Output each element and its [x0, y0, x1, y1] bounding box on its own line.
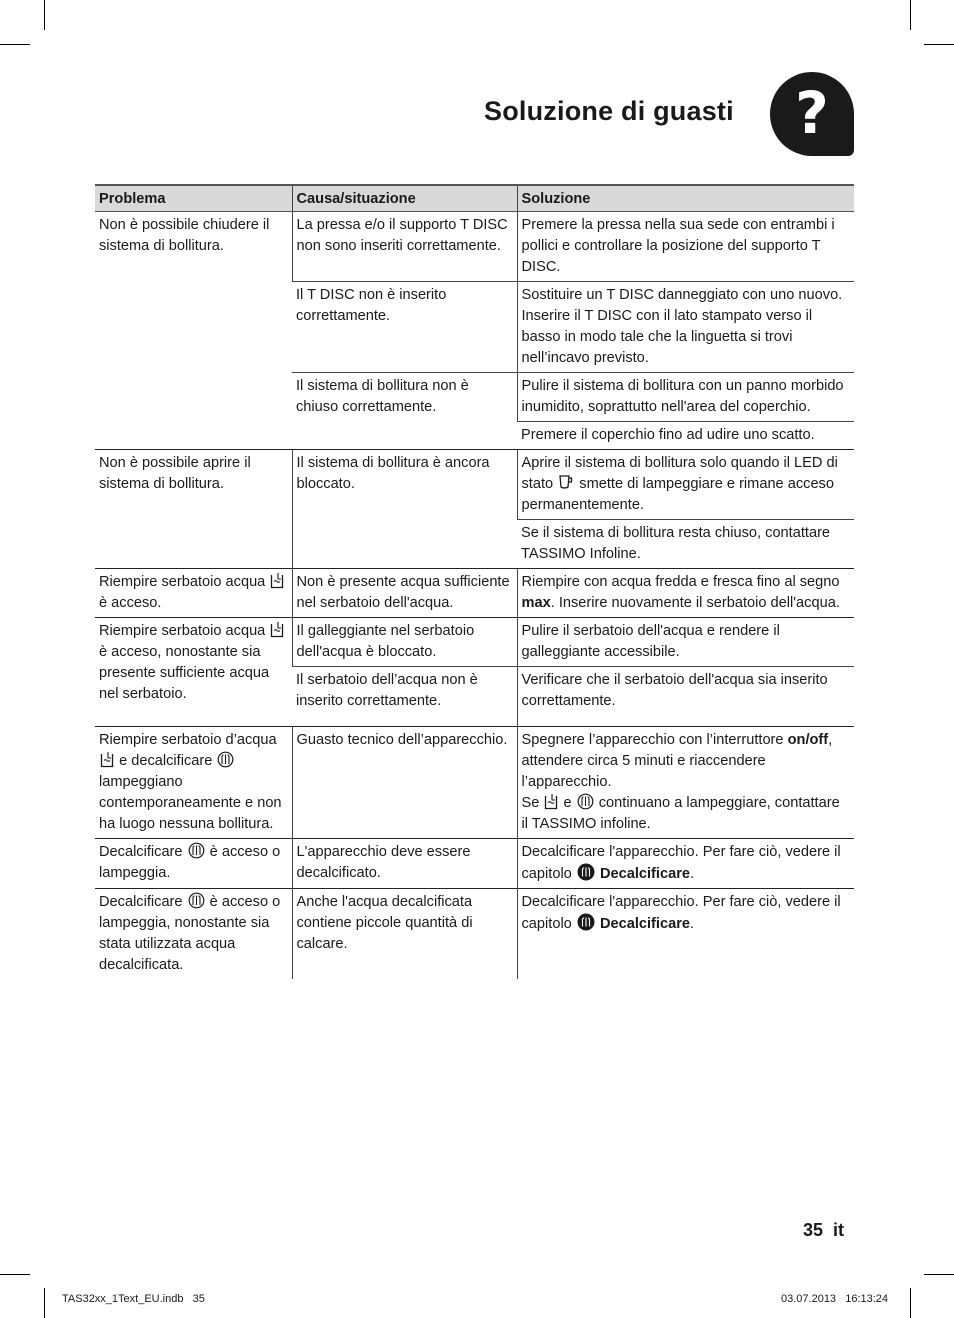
page-title: Soluzione di guasti	[484, 96, 734, 126]
header-causa: Causa/situazione	[292, 185, 517, 212]
cause-cell: L'apparecchio deve essere decalcificato.	[292, 839, 517, 889]
solution-cell: Decalcificare l'apparecchio. Per fare ciò, vedere il capitolo Decalcificare.	[517, 889, 854, 980]
water-tank-icon	[100, 751, 114, 768]
descale-icon	[188, 842, 205, 859]
solution-cell: Aprire il sistema di bollitura solo quando il LED di stato smette di lampeggiare e rimane acceso permanentemente.	[517, 450, 854, 520]
descale-icon	[217, 751, 234, 768]
cup-status-icon	[558, 474, 574, 491]
solution-cell: Premere la pressa nella sua sede con entrambi i pollici e controllare la posizione del supporto T DISC.	[517, 212, 854, 282]
descale-icon	[577, 793, 594, 810]
table-row	[95, 839, 854, 889]
footer-file-info: TAS32xx_1Text_EU.indb 35	[62, 1293, 205, 1305]
problem-cell: Non è possibile chiudere il sistema di bollitura.	[99, 217, 270, 254]
descale-chapter-icon	[577, 913, 595, 931]
solution-cell: Sostituire un T DISC danneggiato con uno nuovo. Inserire il T DISC con il lato stampato verso il basso in modo tale che la linguetta si trovi nell’incavo previsto.	[517, 282, 854, 373]
crop-mark	[0, 44, 30, 45]
cause-cell: Il T DISC non è inserito correttamente.	[292, 282, 517, 373]
water-tank-icon	[544, 793, 558, 810]
descale-chapter-icon	[577, 863, 595, 881]
table-header-row	[95, 185, 854, 212]
table-row	[95, 618, 854, 667]
solution-cell: Decalcificare l'apparecchio. Per fare ciò, vedere il capitolo Decalcificare.	[517, 839, 854, 889]
crop-mark	[44, 1288, 45, 1318]
table-row	[95, 569, 854, 618]
page-number: 35 it	[803, 1220, 845, 1240]
descale-icon	[188, 892, 205, 909]
footer-timestamp: 03.07.2013 16:13:24	[781, 1293, 889, 1305]
problem-cell: Decalcificare è acceso o lampeggia.	[95, 839, 292, 889]
cause-cell: Il galleggiante nel serbatoio dell'acqua è bloccato.	[292, 618, 517, 667]
cause-cell: Anche l'acqua decalcificata contiene piccole quantità di calcare.	[292, 889, 517, 980]
crop-mark	[924, 44, 954, 45]
solution-cell: Premere il coperchio fino ad udire uno scatto.	[517, 422, 854, 450]
table-row	[95, 450, 854, 520]
cause-cell: Guasto tecnico dell’apparecchio.	[292, 727, 517, 839]
solution-cell: Verificare che il serbatoio dell'acqua sia inserito correttamente.	[517, 667, 854, 727]
table-row	[95, 889, 854, 980]
crop-mark	[0, 1274, 30, 1275]
crop-mark	[910, 0, 911, 30]
cause-cell: Non è presente acqua sufficiente nel serbatoio dell'acqua.	[292, 569, 517, 618]
problem-cell: Decalcificare è acceso o lampeggia, nonostante sia stata utilizzata acqua decalcificata.	[95, 889, 292, 980]
question-mark-icon: ?	[770, 72, 854, 156]
solution-cell: Spegnere l’apparecchio con l’interruttore on/off, attendere circa 5 minuti e riaccendere l’apparecchio. Se e continuano a lampeggiare, contattare il TASSIMO infoline.	[517, 727, 854, 839]
problem-cell: Riempire serbatoio acqua è acceso.	[95, 569, 292, 618]
problem-cell: Riempire serbatoio acqua è acceso, nonostante sia presente sufficiente acqua nel serbatoio.	[95, 618, 292, 727]
cause-cell: Il sistema di bollitura è ancora bloccato.	[292, 450, 517, 569]
table-row	[95, 212, 854, 282]
solution-cell: Pulire il serbatoio dell'acqua e rendere il galleggiante accessibile.	[517, 618, 854, 667]
crop-mark	[44, 0, 45, 30]
solution-cell: Riempire con acqua fredda e fresca fino al segno max. Inserire nuovamente il serbatoio dell'acqua.	[517, 569, 854, 618]
header-problema: Problema	[95, 185, 292, 212]
crop-mark	[910, 1288, 911, 1318]
troubleshooting-table	[95, 184, 854, 979]
water-tank-icon	[270, 621, 284, 638]
cause-cell: La pressa e/o il supporto T DISC non sono inseriti correttamente.	[292, 212, 517, 282]
solution-cell: Se il sistema di bollitura resta chiuso, contattare TASSIMO Infoline.	[517, 520, 854, 569]
solution-cell: Pulire il sistema di bollitura con un panno morbido inumidito, soprattutto nell'area del coperchio.	[517, 373, 854, 422]
language-code: it	[833, 1220, 845, 1240]
header-soluzione: Soluzione	[517, 185, 854, 212]
table-row	[95, 727, 854, 839]
cause-cell: Il serbatoio dell’acqua non è inserito correttamente.	[292, 667, 517, 727]
cause-cell: Il sistema di bollitura non è chiuso correttamente.	[292, 373, 517, 450]
problem-cell: Riempire serbatoio d’acqua e decalcificare lampeggiano contemporaneamente e non ha luogo nessuna bollitura.	[95, 727, 292, 839]
water-tank-icon	[270, 572, 284, 589]
problem-cell: Non è possibile aprire il sistema di bollitura.	[95, 450, 292, 569]
crop-mark	[924, 1274, 954, 1275]
